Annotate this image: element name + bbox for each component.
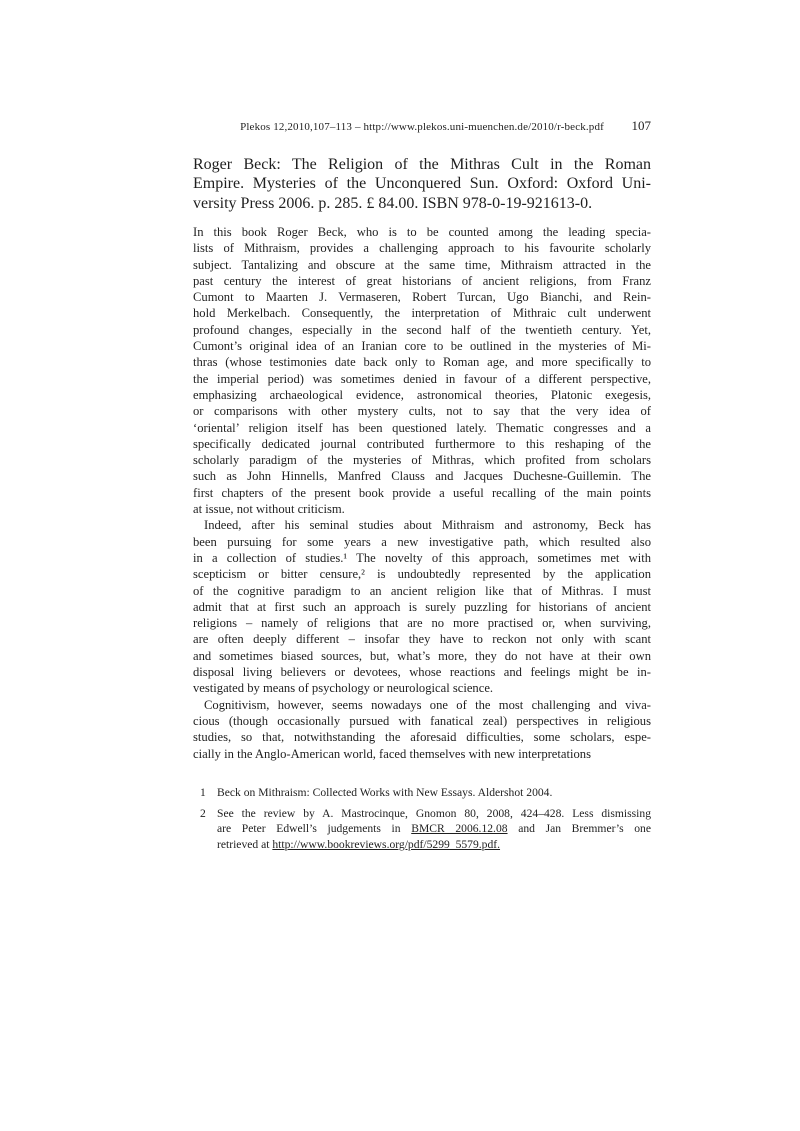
footnote-item xyxy=(193,785,651,801)
body-line: emphasizing archaeological evidence, astronomical theories, Platonic exegesis, xyxy=(193,387,651,402)
body-line: in a collection of studies.¹ The novelty of this approach, sometimes met with xyxy=(193,550,651,565)
paragraph xyxy=(193,224,651,517)
footnote-line xyxy=(217,806,651,822)
body-line: Indeed, after his seminal studies about Mithraism and astronomy, Beck has xyxy=(204,518,651,533)
body-line: subject. Tantalizing and obscure at the same time, Mithraism attracted in the xyxy=(193,257,651,272)
body-line: and sometimes biased sources, but, what’s more, they do not have at their own xyxy=(193,648,651,663)
title-line: versity Press 2006. p. 285. £ 84.00. ISBN 978-0-19-921613-0. xyxy=(193,194,593,212)
footnote-text-segment: are Peter Edwell’s judgements in xyxy=(217,822,412,836)
footnote-link-bookreviews[interactable]: http://www.bookreviews.org/pdf/5299_5579.pdf. xyxy=(272,837,501,851)
body-line: lists of Mithraism, provides a challenging approach to his favourite scholarly xyxy=(193,241,651,256)
body-line: admit that at first such an approach is surely puzzling for historians of ancient xyxy=(193,599,651,614)
body-line: of the cognitive paradigm to an ancient religion like that of Mithras. I must xyxy=(193,583,651,598)
body-line: specifically dedicated journal contributed furthermore to this reshaping of the xyxy=(193,436,651,451)
body-line: religions – namely of religions that are no more practised or, when surviving, xyxy=(193,616,651,631)
body-line: Cumont to Maarten J. Vermaseren, Robert Turcan, Ugo Bianchi, and Rein- xyxy=(193,290,651,305)
body-line: such as John Hinnells, Manfred Clauss and Jacques Duchesne-Guillemin. The xyxy=(193,469,651,484)
footnote-text-segment: retrieved at xyxy=(217,837,273,851)
footnote-line xyxy=(217,837,651,853)
page-number: 107 xyxy=(631,118,651,133)
body-line: thras (whose testimonies date back only to Roman age, and more specifically to xyxy=(193,355,651,370)
body-line: ‘oriental’ religion itself has been questioned lately. Thematic congresses and a xyxy=(193,420,651,435)
body-line: at issue, not without criticism. xyxy=(193,502,345,517)
paragraph xyxy=(193,517,651,696)
footnote-line xyxy=(217,821,651,837)
body-line: studies, so that, notwithstanding the aforesaid difficulties, some scholars, espe- xyxy=(193,730,651,745)
body-line: first chapters of the present book provide a useful recalling of the main points xyxy=(193,485,651,500)
footnote-text xyxy=(217,806,651,853)
body-line: or comparisons with other mystery cults, not to say that the very idea of xyxy=(193,404,651,419)
body-line: Cumont’s original idea of an Iranian core to be outlined in the mysteries of Mi- xyxy=(193,339,651,354)
review-heading xyxy=(193,155,651,213)
body-line: scepticism or bitter censure,² is undoubtedly represented by the application xyxy=(193,567,651,582)
journal-citation: Plekos 12,2010,107–113 – http://www.plekos.uni-muenchen.de/2010/r-beck.pdf xyxy=(240,121,604,133)
footnote-link-bmcr[interactable]: BMCR 2006.12.08 xyxy=(411,822,508,836)
body-line: profound changes, especially in the second half of the twentieth century. Yet, xyxy=(193,322,651,337)
body-line: disposal living believers or devotees, whose reactions and feelings might be in- xyxy=(193,665,651,680)
body-line: In this book Roger Beck, who is to be counted among the leading specia- xyxy=(193,225,651,239)
footnote-number: 1 xyxy=(200,786,206,799)
footnote-text-segment: and Jan Bremmer’s one xyxy=(507,822,651,836)
body-line: hold Merkelbach. Consequently, the interpretation of Mithraic cult underwent xyxy=(193,306,651,321)
body-line: are often deeply different – insofar they have to reckon not only with scant xyxy=(193,632,651,647)
body-line: past century the interest of great historians of ancient religions, from Franz xyxy=(193,273,651,288)
body-line: been pursuing for some years a new investigative path, which resulted also xyxy=(193,534,651,549)
title-line: Empire. Mysteries of the Unconquered Sun. Oxford: Oxford Uni- xyxy=(193,175,651,193)
footnote-text xyxy=(217,785,651,801)
paragraph xyxy=(193,697,651,762)
footnote-number: 2 xyxy=(200,806,206,820)
body-line: vestigated by means of psychology or neurological science. xyxy=(193,681,494,696)
footnote-text-segment: Beck on Mithraism: Collected Works with New Essays. Aldershot 2004. xyxy=(217,786,553,799)
title-line: Roger Beck: The Religion of the Mithras Cult in the Roman xyxy=(193,156,651,173)
body-line: cially in the Anglo-American world, faced themselves with new interpretations xyxy=(193,746,591,761)
body-line: cious (though occasionally pursued with fanatical zeal) perspectives in religious xyxy=(193,713,651,728)
review-body xyxy=(193,224,651,762)
footnote-line xyxy=(217,785,651,801)
running-header xyxy=(193,120,651,134)
footnote-item xyxy=(193,806,651,853)
body-line: Cognitivism, however, seems nowadays one of the most challenging and viva- xyxy=(204,697,651,712)
body-line: the imperial period) was sometimes denied in favour of a different perspective, xyxy=(193,371,651,386)
body-line: scholarly paradigm of the mysteries of Mithras, which profited from scholars xyxy=(193,453,651,468)
footnotes-section xyxy=(193,785,651,857)
footnote-text-segment: See the review by A. Mastrocinque, Gnomon 80, 2008, 424–428. Less dismissing xyxy=(217,806,651,820)
